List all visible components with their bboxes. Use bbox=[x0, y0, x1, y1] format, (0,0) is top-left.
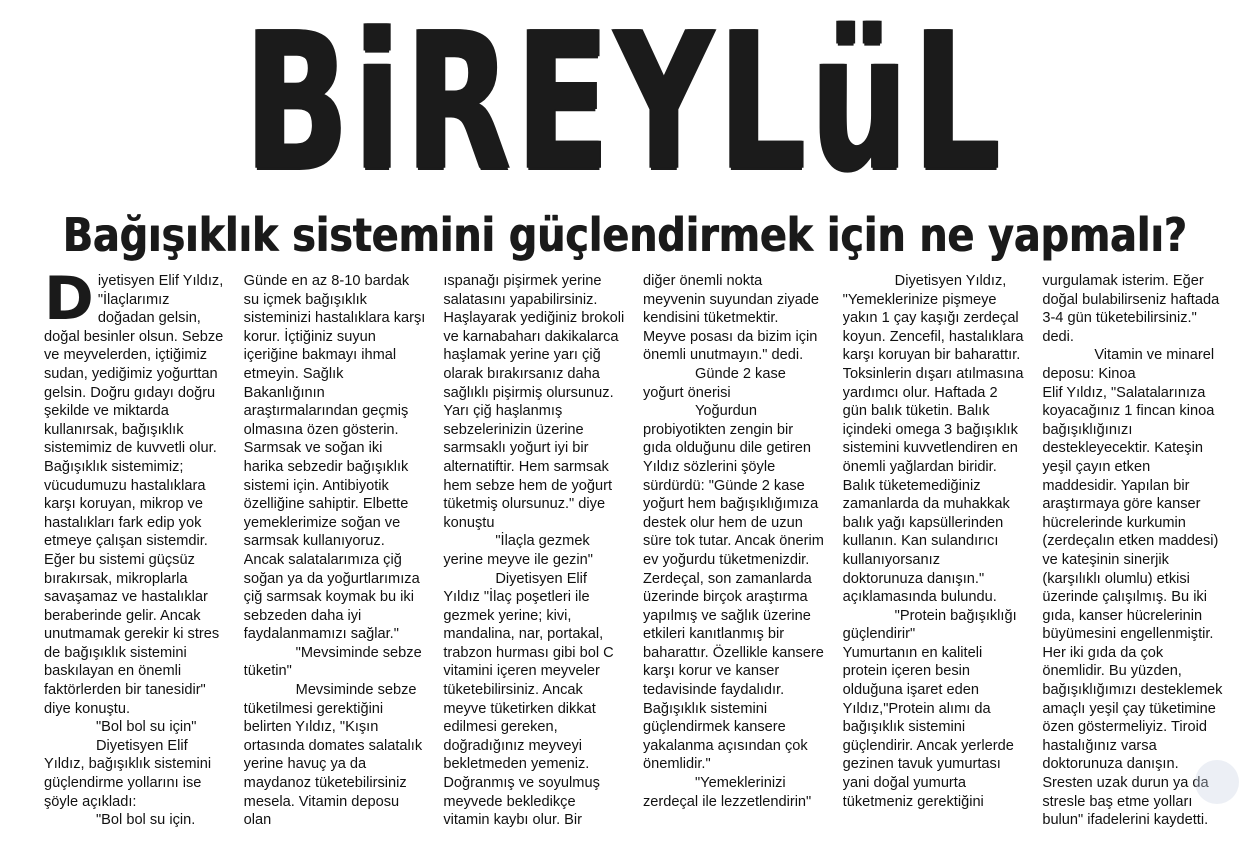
article-column-4 bbox=[643, 272, 825, 842]
drop-cap: D bbox=[44, 272, 94, 334]
article-paragraph bbox=[643, 272, 825, 365]
article-paragraph bbox=[244, 272, 426, 644]
paragraph-text: Elif Yıldız, "Salatalarınıza koyacağınız 1 fincan kinoa bağışıklığınızı destekleyecektir. Kateşin yeşil çayın etken maddesidir. Yapılan bir araştırmaya göre kanser hücrelerinde kurkumin (zerdeçalın etken maddesi) ve kateşinin sinerjik (karşılıklı olumlu) etkisi üzerinde çalışılmış. Bu iki gıda, kanser hücrelerinin büyümesini engellenmiştir. Her iki gıda da çok önemlidir. Bu yüzden, bağışıklığımızı desteklemek amaçlı yeşil çay tüketimine özen göstermeliyiz. Tiroid hastalığınız varsa doktorunuza danışın. Sresten uzak durun ya da stresle baş etme yolları bulun" ifadelerini kaydetti. bbox=[1042, 384, 1223, 829]
paragraph-text: "Yemeklerinizi zerdeçal ile lezzetlendirin" bbox=[643, 775, 812, 810]
paragraph-text: Yoğurdun probiyotikten zengin bir gıda olduğunu dile getiren Yıldız sözlerini şöyle sürdürdü: "Günde 2 kase yoğurt hem bağışıklığımıza destek olur hem de uzun süre tok tutar. Ancak önerim ev yoğurdu tüketmenizdir. Zerdeçal, son zamanlarda üzerinde birçok araştırma yapılmış ve sağlık üzerine etkileri kanıtlanmış bir baharattır. Özellikle kansere karşı korur ve kanser tedavisinde faydalıdır. Bağışıklık sistemini güçlendirmek kansere yakalanma açısından çok önemlidir." bbox=[643, 403, 824, 773]
paragraph-text: ıspanağı pişirmek yerine salatasını yapabilirsiniz. Haşlayarak yediğiniz brokoli ve karnabaharı dakikalarca haşlamak yerine yarı çiğ olarak bırakırsanız daha sağlıklı pişirmiş olursunuz. Yarı çiğ haşlanmış sebzelerinizin üzerine sarmsaklı yoğurt iyi bir alternatiftir. Hem sarmsak hem sebze hem de yoğurt tüketmiş olursunuz." diye konuştu bbox=[443, 273, 625, 531]
article-column-6 bbox=[1042, 272, 1224, 842]
paragraph-text: Günde 2 kase yoğurt önerisi bbox=[643, 365, 786, 401]
article-paragraph bbox=[643, 402, 825, 774]
paragraph-text: "Bol bol su için. bbox=[96, 812, 196, 829]
article-column-5 bbox=[843, 272, 1025, 842]
article-column-1 bbox=[44, 272, 226, 842]
article-paragraph bbox=[643, 365, 825, 402]
paragraph-text: Mevsiminde sebze tüketilmesi gerektiğini belirten Yıldız, "Kışın ortasında domates salatalık yerine havuç ya da maydanoz tüketebilirsiniz mesela. Vitamin deposu olan bbox=[243, 682, 423, 829]
paragraph-text: iyetisyen Elif Yıldız, "İlaçlarımız doğadan gelsin, doğal besinler olsun. Sebze ve meyvelerden, içtiğimiz sudan, yediğimiz yoğurttan gelsin. Doğru gıdayı doğru şekilde ve miktarda kullanırsak, bağışıklık sistemimiz de kuvvetli olur. Bağışıklık sistemimiz; vücudumuzu hastalıklara karşı koruyan, mikrop ve hastalıkları fark edip yok etmeye çalışan sistemdir. Eğer bu sistemi güçsüz bırakırsak, mikroplarla savaşamaz ve hastalıklar beraberinde gelir. Ancak unutmamak gerekir ki stres de bağışıklık sistemini baskılayan en önemli faktörlerden bir tanesidir" diye konuştu. bbox=[44, 273, 224, 717]
article-paragraph bbox=[643, 774, 825, 811]
paragraph-text: "İlaçla gezmek yerine meyve ile gezin" bbox=[443, 533, 593, 568]
article-columns bbox=[44, 272, 1224, 842]
watermark-stamp bbox=[1195, 760, 1239, 804]
article-paragraph bbox=[244, 644, 426, 681]
article-paragraph bbox=[843, 272, 1025, 607]
paragraph-text: Günde en az 8-10 bardak su içmek bağışıklık sisteminizi hastalıklara karşı korur. İçtiğiniz suyun içeriğine bakmayı ihmal etmeyin. Sağlık Bakanlığının araştırmalarından geçmiş olmasına özen gösterin. Sarmsak ve soğan iki harika sebzedir bağışıklık sistemi için. Antibiyotik özelliğine sahiptir. Elbette yemeklerimize soğan ve sarmsak kullanıyoruz. Ancak salatalarımıza çiğ soğan ya da yoğurtlarımıza çiğ sarmsak koymak bu iki sebzeden daha iyi faydalanmamızı sağlar." bbox=[243, 273, 426, 643]
paragraph-text: "Mevsiminde sebze tüketin" bbox=[243, 644, 422, 680]
paragraph-text: Diyetisyen Elif Yıldız "İlaç poşetleri ile gezmek yerine; kivi, mandalina, nar, portakal, trabzon hurması gibi bol C vitamini içeren meyveler tüketebilirsiniz. Ancak meyve tüketirken dikkat edilmesi gereken, doğradığınız meyveyi bekletmeden yemeniz. Doğranmış ve soyulmuş meyvede bekledikçe vitamin kaybı olur. Bir bbox=[443, 570, 614, 829]
paragraph-text: Diyetisyen Yıldız, "Yemeklerinize pişmeye yakın 1 çay kaşığı zerdeçal koyun. Zencefil, hastalıklara karşı koruyan bir baharattır. Toksinlerin dışarı atılmasına yardımcı olur. Haftada 2 gün balık tüketin. Balık içindeki omega 3 bağışıklık sistemini kuvvetlendiren en önemli yağlardan biridir. Balık tüketemediğiniz zamanlarda da muhakkak balık yağı kapsüllerinden kullanın. Kan sulandırıcı kullanıyorsanız doktorunuza danışın." açıklamasında bulundu. bbox=[842, 273, 1024, 606]
article-column-3 bbox=[443, 272, 625, 842]
article-paragraph bbox=[1042, 346, 1224, 383]
article-paragraph bbox=[443, 570, 625, 830]
paragraph-text: Diyetisyen Elif Yıldız, bağışıklık sistemini güçlendirme yollarını ise şöyle açıkladı: bbox=[44, 737, 212, 810]
article-paragraph bbox=[44, 811, 226, 830]
article-paragraph bbox=[843, 607, 1025, 644]
paragraph-text: vurgulamak isterim. Eğer doğal bulabilirseniz haftada 3-4 gün tüketebilirsiniz." dedi. bbox=[1042, 273, 1220, 345]
article-paragraph bbox=[843, 644, 1025, 811]
article-paragraph bbox=[44, 737, 226, 811]
article-paragraph bbox=[44, 718, 226, 737]
article-paragraph bbox=[1042, 272, 1224, 346]
masthead-title: BiREYLüL bbox=[244, 0, 1005, 214]
headline-title: Bağışıklık sistemini güçlendirmek için ne yapmalı? bbox=[62, 208, 1187, 262]
article-paragraph bbox=[1042, 384, 1224, 830]
paragraph-text: diğer önemli nokta meyvenin suyundan ziyade kendisini tüketmektir. Meyve posası da bizim için önemli unutmayın." dedi. bbox=[643, 273, 820, 364]
article-paragraph bbox=[244, 681, 426, 830]
paragraph-text: "Bol bol su için" bbox=[96, 719, 197, 736]
headline bbox=[0, 205, 1249, 265]
article-paragraph bbox=[44, 272, 226, 718]
paragraph-text: Vitamin ve minarel deposu: Kinoa bbox=[1042, 347, 1215, 382]
masthead bbox=[0, 0, 1249, 214]
paragraph-text: Yumurtanın en kaliteli protein içeren besin olduğuna işaret eden Yıldız,"Protein alımı da bağışıklık sistemini güçlendirir. Ancak yerlerde gezinen tavuk yumurtası yani doğal yumurta tüketmeniz gerektiğini bbox=[842, 644, 1014, 810]
paragraph-text: "Protein bağışıklığı güçlendirir" bbox=[842, 607, 1017, 643]
article-paragraph bbox=[443, 272, 625, 532]
article-paragraph bbox=[443, 532, 625, 569]
article-column-2 bbox=[244, 272, 426, 842]
